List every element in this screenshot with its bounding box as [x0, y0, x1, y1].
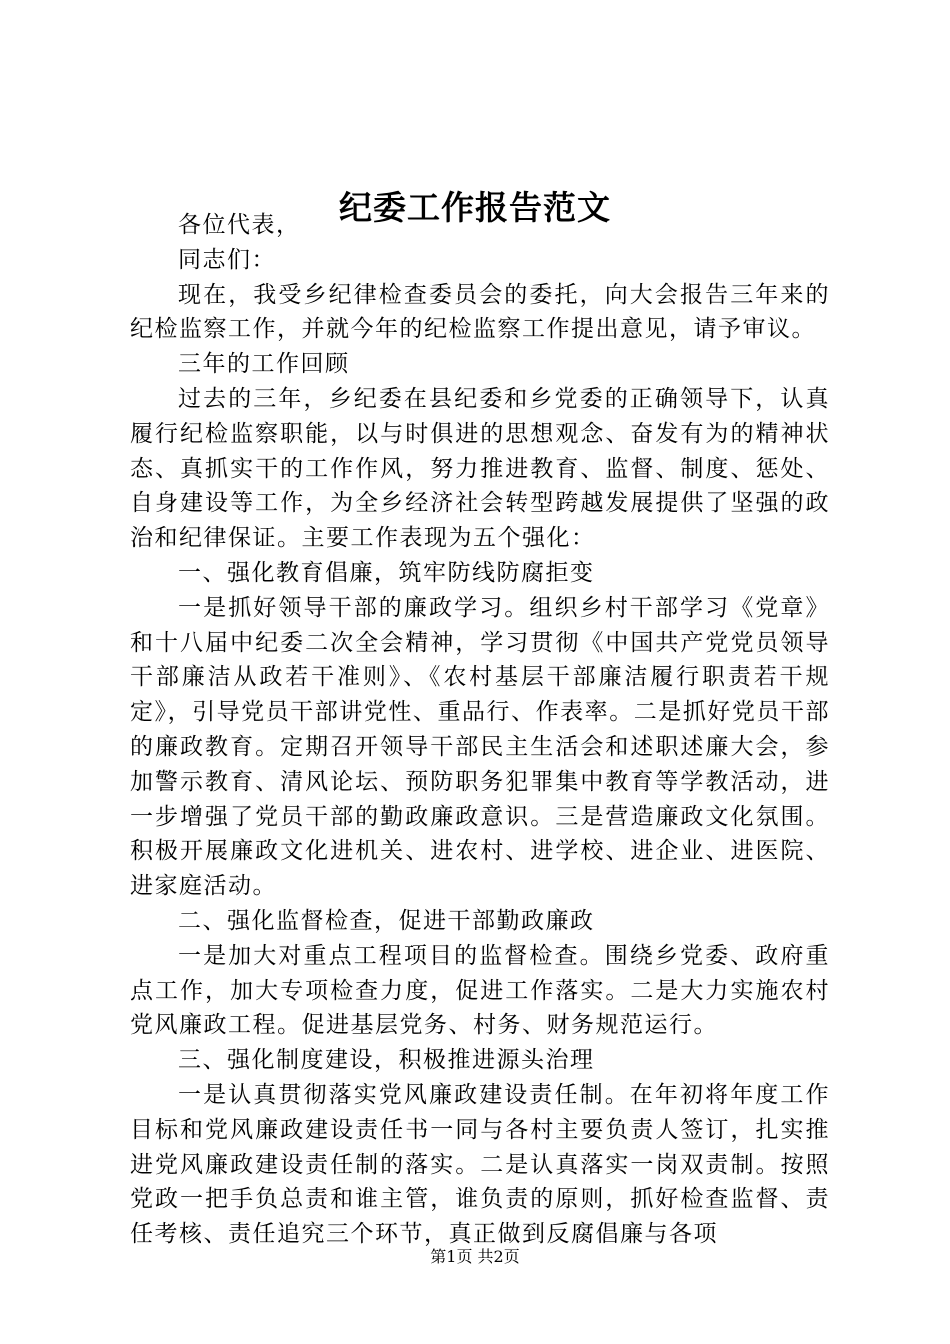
section-1-paragraph: 一是抓好领导干部的廉政学习。组织乡村干部学习《党章》和十八届中纪委二次全会精神，学习贯彻《中国共产党党员领导干部廉洁从政若干准则》、《农村基层干部廉洁履行职责若干规定》，引导党员干部讲党性、重品行、作表率。二是抓好党员干部的廉政教育。定期召开领导干部民主生活会和述职述廉大会，参加警示教育、清风论坛、预防职务犯罪集中教育等学教活动，进一步增强了党员干部的勤政廉政意识。三是营造廉政文化氛围。积极开展廉政文化进机关、进农村、进学校、进企业、进医院、进家庭活动。 [130, 594, 830, 900]
section-heading-review: 三年的工作回顾 [178, 351, 350, 378]
review-paragraph: 过去的三年，乡纪委在县纪委和乡党委的正确领导下，认真履行纪检监察职能，以与时俱进的思想观念、奋发有为的精神状态、真抓实干的工作作风，努力推进教育、监督、制度、惩处、自身建设等工作，为全乡经济社会转型跨越发展提供了坚强的政治和纪律保证。主要工作表现为五个强化： [130, 385, 830, 552]
document-title: 纪委工作报告范文 [339, 188, 611, 227]
section-2-paragraph: 一是加大对重点工程项目的监督检查。围绕乡党委、政府重点工作，加大专项检查力度，促进工作落实。二是大力实施农村党风廉政工程。促进基层党务、村务、财务规范运行。 [130, 942, 830, 1039]
page-number-footer: 第1页 共2页 [430, 1247, 520, 1266]
salutation-1: 各位代表， [178, 212, 301, 238]
document-body [130, 208, 830, 1252]
salutation-2: 同志们： [178, 246, 276, 273]
section-3-paragraph: 一是认真贯彻落实党风廉政建设责任制。在年初将年度工作目标和党风廉政建设责任书一同与各村主要负责人签订，扎实推进党风廉政建设责任制的落实。二是认真落实一岗双责制。按照党政一把手负总责和谁主管，谁负责的原则，抓好检查监督、责任考核、责任追究三个环节，真正做到反腐倡廉与各项 [130, 1081, 830, 1248]
intro-paragraph: 现在，我受乡纪律检查委员会的委托，向大会报告三年来的纪检监察工作，并就今年的纪检监察工作提出意见，请予审议。 [130, 281, 830, 343]
section-heading-3: 三、强化制度建设，积极推进源头治理 [178, 1047, 595, 1074]
section-heading-1: 一、强化教育倡廉，筑牢防线防腐拒变 [178, 559, 595, 586]
section-heading-2: 二、强化监督检查，促进干部勤政廉政 [178, 907, 595, 934]
